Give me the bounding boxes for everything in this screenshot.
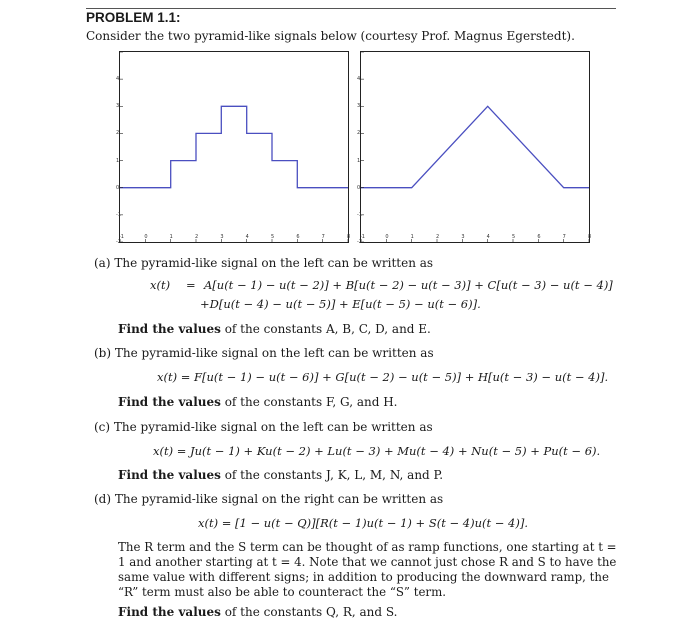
part-c-label: (c) The pyramid-like signal on the left can be written as <box>94 420 433 434</box>
left-x-tick-label: 1 <box>169 234 173 240</box>
right-y-tick-label: 2 <box>357 130 361 137</box>
right-y-tick-label: -1 <box>357 211 362 218</box>
left-y-tick-label: -1 <box>116 211 121 218</box>
part-a-eq-line1: A[u(t − 1) − u(t − 2)] + B[u(t − 2) − u(t − 3)] + C[u(t − 3) − u(t − 4)] <box>204 278 613 292</box>
part-a-find-bold: Find the values <box>118 322 221 336</box>
right-x-tick-label: 5 <box>512 234 516 240</box>
part-a-find-rest: of the constants A, B, C, D, and E. <box>220 322 431 336</box>
right-x-tick-label: -1 <box>360 234 365 240</box>
part-a-label: (a) The pyramid-like signal on the left can be written as <box>94 256 434 270</box>
part-a-eq-line2: +D[u(t − 4) − u(t − 5)] + E[u(t − 5) − u(t − 6)]. <box>200 297 481 311</box>
part-c-eq: x(t) = Ju(t − 1) + Ku(t − 2) + Lu(t − 3) + Mu(t − 4) + Nu(t − 5) + Pu(t − 6). <box>153 444 601 458</box>
right-x-tick-label: 6 <box>537 234 541 240</box>
left-x-tick-label: 7 <box>321 234 325 240</box>
left-x-tick-label: 4 <box>245 234 249 240</box>
left-y-tick-label: 0 <box>116 184 120 191</box>
left-x-tick-label: 6 <box>296 234 300 240</box>
top-rule <box>86 8 616 9</box>
right-plot-canvas <box>361 52 592 242</box>
left-x-tick-label: 2 <box>195 234 199 240</box>
part-b-eq: x(t) = F[u(t − 1) − u(t − 6)] + G[u(t − 2) − u(t − 5)] + H[u(t − 3) − u(t − 4)]. <box>157 370 609 384</box>
part-c-find-rest: of the constants J, K, L, M, N, and P. <box>220 468 444 482</box>
part-d-find <box>118 605 398 619</box>
part-d-eq: x(t) = [1 − u(t − Q)][R(t − 1)u(t − 1) + S(t − 4)u(t − 4)]. <box>198 516 528 530</box>
left-signal-line <box>120 106 348 187</box>
part-c-find-bold: Find the values <box>118 468 221 482</box>
part-d-find-bold: Find the values <box>118 605 221 619</box>
problem-title: PROBLEM 1.1: <box>86 10 181 25</box>
part-a-eq-lhs: x(t) <box>150 278 171 292</box>
right-y-tick-label: 4 <box>357 76 361 83</box>
right-y-tick-label: 3 <box>357 103 361 110</box>
part-a-eq-sign: = <box>186 278 196 292</box>
left-plot-canvas <box>120 52 351 242</box>
right-y-tick-label: 1 <box>357 157 361 164</box>
right-x-tick-label: 7 <box>562 234 566 240</box>
part-d-label: (d) The pyramid-like signal on the right can be written as <box>94 492 444 506</box>
left-x-tick-label: 5 <box>271 234 275 240</box>
right-y-tick-label: 0 <box>357 184 361 191</box>
right-y-tick-label: -2 <box>357 239 362 245</box>
left-x-tick-label: 0 <box>144 234 148 240</box>
left-y-tick-label: 3 <box>116 103 120 110</box>
right-x-tick-label: 4 <box>486 234 490 240</box>
right-x-tick-label: 8 <box>588 234 592 240</box>
part-b-find-rest: of the constants F, G, and H. <box>220 395 398 409</box>
left-y-tick-label: -2 <box>116 239 121 245</box>
part-d-paragraph: The R term and the S term can be thought of as ramp functions, one starting at t = 1 and another starting at t = 4. Note that we cannot just chose R and S to have the same value with different signs; in addition to producing the downward ramp, the “R” term must also be able to counteract the “S” term. <box>118 540 617 599</box>
left-x-tick-label: 8 <box>347 234 351 240</box>
part-a-find <box>118 322 431 336</box>
left-x-tick-label: -1 <box>119 234 124 240</box>
part-d-find-rest: of the constants Q, R, and S. <box>220 605 398 619</box>
part-b-label: (b) The pyramid-like signal on the left can be written as <box>94 346 434 360</box>
part-c-find <box>118 468 443 482</box>
left-x-tick-label: 3 <box>220 234 224 240</box>
right-signal-line <box>361 106 589 187</box>
right-x-tick-label: 2 <box>436 234 440 240</box>
left-signal-plot <box>116 51 351 245</box>
part-b-find-bold: Find the values <box>118 395 221 409</box>
left-y-tick-label: 4 <box>116 76 120 83</box>
left-y-tick-label: 2 <box>116 130 120 137</box>
right-x-tick-label: 1 <box>410 234 414 240</box>
right-x-tick-label: 3 <box>461 234 465 240</box>
part-b-find <box>118 395 398 409</box>
left-y-tick-label: 1 <box>116 157 120 164</box>
problem-intro: Consider the two pyramid-like signals below (courtesy Prof. Magnus Egerstedt). <box>86 29 575 43</box>
right-x-tick-label: 0 <box>385 234 389 240</box>
right-signal-plot <box>357 51 592 245</box>
